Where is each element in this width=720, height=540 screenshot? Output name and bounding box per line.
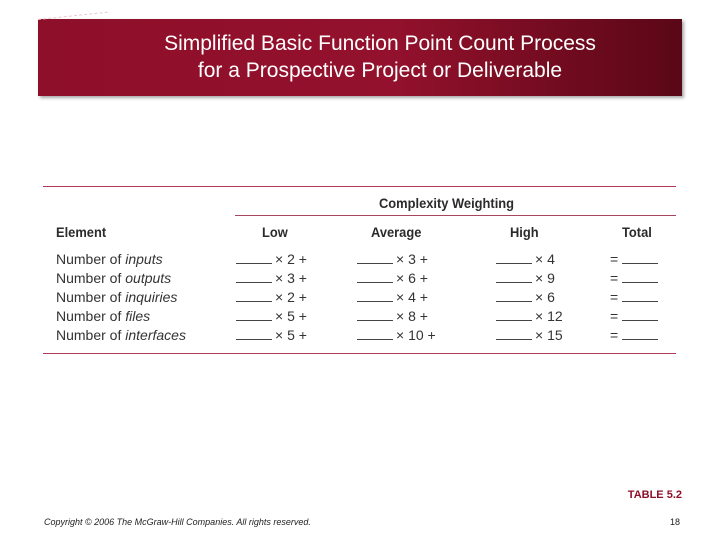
low-weight-cell: × 5 + [236, 307, 307, 326]
total-cell: = [610, 288, 661, 307]
blank-line [357, 271, 393, 283]
row-element-label: Number of files [56, 308, 151, 324]
total-cell: = [610, 269, 661, 288]
table-row [0, 250, 720, 269]
blank-line [357, 309, 393, 321]
copyright-notice: Copyright © 2006 The McGraw-Hill Companies. All rights reserved. [44, 517, 311, 527]
blank-line [236, 271, 272, 283]
high-weight-cell: × 6 [496, 288, 555, 307]
slide-title-line-2: for a Prospective Project or Deliverable [197, 59, 563, 82]
high-weight-cell: × 12 [496, 307, 563, 326]
blank-line [622, 271, 658, 283]
low-weight-cell: × 5 + [236, 326, 307, 345]
high-weight-cell: × 9 [496, 269, 555, 288]
blank-line [357, 328, 393, 340]
blank-line [496, 309, 532, 321]
average-weight-cell: × 4 + [357, 288, 428, 307]
blank-line [236, 309, 272, 321]
decorative-dash [38, 12, 108, 26]
table-top-rule [43, 186, 676, 187]
average-weight-cell: × 8 + [357, 307, 428, 326]
blank-line [357, 290, 393, 302]
low-weight-cell: × 2 + [236, 288, 307, 307]
row-element-label: Number of inquiries [56, 289, 178, 305]
low-weight-cell: × 3 + [236, 269, 307, 288]
low-weight-cell: × 2 + [236, 250, 307, 269]
total-cell: = [610, 250, 661, 269]
blank-line [236, 290, 272, 302]
row-element-label: Number of outputs [56, 270, 172, 286]
row-element-label: Number of inputs [56, 251, 163, 267]
high-weight-cell: × 15 [496, 326, 563, 345]
blank-line [496, 328, 532, 340]
blank-line [496, 290, 532, 302]
column-header-high: High [510, 224, 539, 240]
table-row [0, 269, 720, 288]
row-element-label: Number of interfaces [56, 327, 186, 343]
blank-line [622, 309, 658, 321]
column-header-average: Average [371, 224, 422, 240]
high-weight-cell: × 4 [496, 250, 555, 269]
blank-line [236, 252, 272, 264]
column-header-low: Low [262, 224, 288, 240]
page-number: 18 [669, 517, 680, 527]
blank-line [236, 328, 272, 340]
blank-line [357, 252, 393, 264]
blank-line [622, 252, 658, 264]
blank-line [622, 290, 658, 302]
table-row [0, 307, 720, 326]
column-header-element: Element [56, 224, 107, 240]
average-weight-cell: × 3 + [357, 250, 428, 269]
blank-line [496, 271, 532, 283]
total-cell: = [610, 307, 661, 326]
table-number-label: TABLE 5.2 [627, 489, 682, 501]
average-weight-cell: × 6 + [357, 269, 428, 288]
table-bottom-rule [43, 353, 676, 354]
column-header-total: Total [622, 224, 652, 240]
average-weight-cell: × 10 + [357, 326, 436, 345]
total-cell: = [610, 326, 661, 345]
table-row [0, 288, 720, 307]
group-header-rule [235, 215, 676, 216]
slide-title-line-1: Simplified Basic Function Point Count Process [164, 32, 596, 55]
blank-line [496, 252, 532, 264]
table-row [0, 326, 720, 345]
complexity-weighting-header: Complexity Weighting [379, 195, 515, 211]
title-banner [38, 19, 682, 96]
blank-line [622, 328, 658, 340]
